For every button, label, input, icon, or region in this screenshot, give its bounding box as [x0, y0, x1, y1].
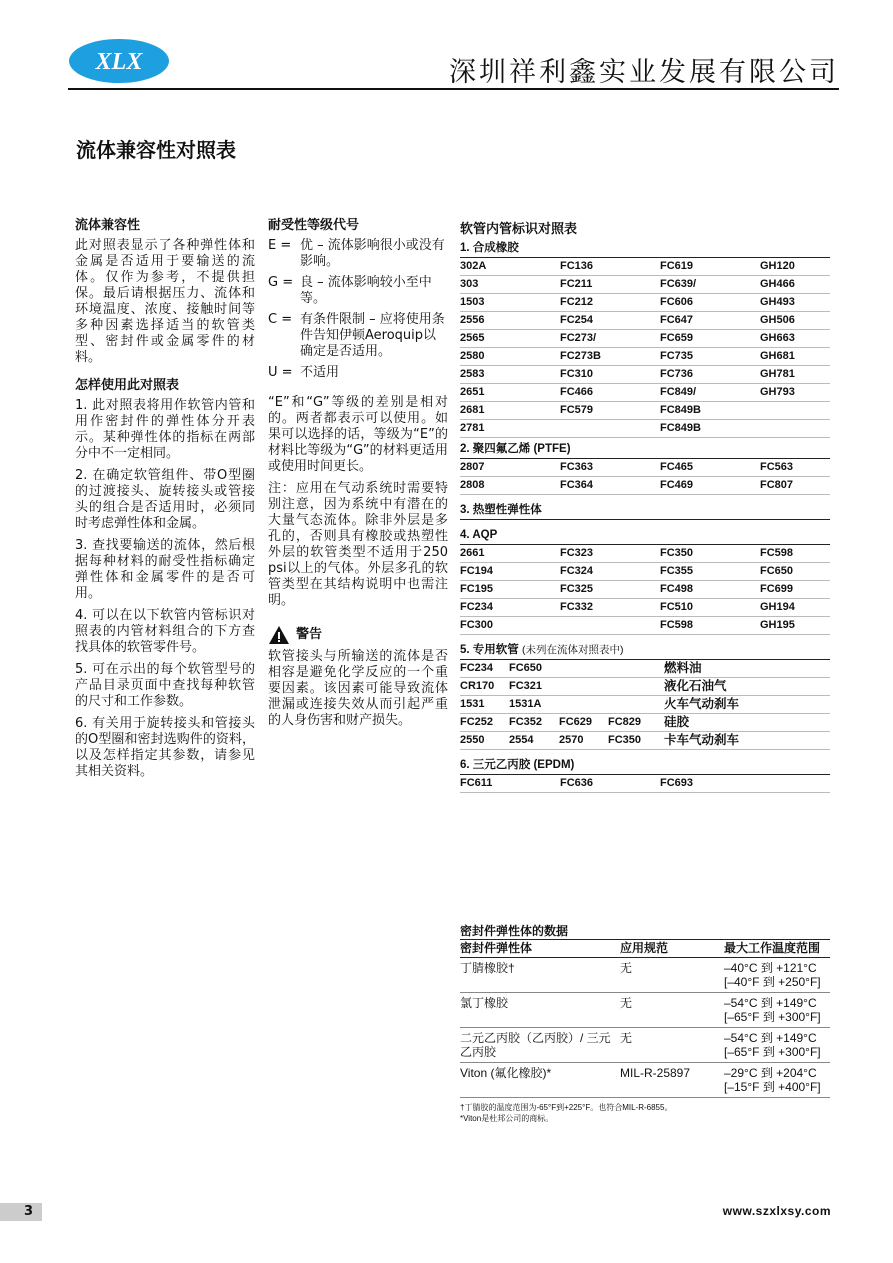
grade-desc: 良 – 流体影响较小至中等。 — [300, 275, 432, 306]
table-cell: GH194 — [760, 601, 795, 613]
company-name: 深圳祥利鑫实业发展有限公司 — [449, 57, 839, 88]
table-cell: FC195 — [460, 583, 494, 595]
temp-fahrenheit: [–15°F 到 +400°F] — [724, 1080, 821, 1094]
table-row — [460, 545, 830, 563]
grade-key: G = — [268, 275, 294, 290]
table-cell: FC324 — [560, 565, 594, 577]
table-cell: 2550 — [460, 734, 485, 746]
table-cell: FC849B — [660, 404, 701, 416]
table-cell: FC693 — [660, 777, 694, 789]
table-cell: CR170 — [460, 680, 495, 692]
spec: 无 — [620, 1031, 633, 1045]
temp-celsius: –54°C 到 +149°C — [724, 996, 817, 1010]
page-title: 流体兼容性对照表 — [76, 138, 236, 162]
temp-fahrenheit: [–65°F 到 +300°F] — [724, 1010, 821, 1024]
warning-text: 软管接头与所输送的流体是否相容是避免化学反应的一个重要因素。该因素可能导致流体泄漏或连接失效从而引起严重的人身伤害和财产损失。 — [268, 649, 448, 728]
table-cell: FC736 — [660, 368, 694, 380]
temp-range — [724, 961, 830, 989]
grade-key: C = — [268, 312, 293, 327]
elastomer-name: 二元乙丙胶（乙丙胶）/ 三元乙丙胶 — [460, 1031, 611, 1059]
table-section: 3. 热塑性弹性体 — [460, 501, 830, 520]
table-cell: 302A — [460, 260, 487, 272]
table-header — [460, 939, 830, 958]
table-cell: FC611 — [460, 777, 493, 789]
grade-key: U = — [268, 365, 293, 380]
temp-celsius: –54°C 到 +149°C — [724, 1031, 817, 1045]
page-number-box — [0, 1203, 42, 1221]
table-cell: FC321 — [509, 680, 543, 692]
table-cell: FC466 — [560, 386, 594, 398]
table-cell: FC194 — [460, 565, 494, 577]
temp-celsius: –40°C 到 +121°C — [724, 961, 817, 975]
table-title: 软管内管标识对照表 — [460, 221, 578, 236]
section-heading: 耐受性等级代号 — [268, 218, 360, 233]
table-cell: 2781 — [460, 422, 485, 434]
table-cell: FC234 — [460, 601, 494, 613]
table-row — [460, 617, 830, 635]
table-cell: 2807 — [460, 461, 485, 473]
page-number: 3 — [24, 1204, 34, 1219]
table-cell: FC364 — [560, 479, 594, 491]
elastomer-name: 氯丁橡胶 — [460, 996, 509, 1010]
table-cell: FC212 — [560, 296, 594, 308]
table-section: 2. 聚四氟乙烯 (PTFE) — [460, 440, 830, 459]
column-header: 最大工作温度范围 — [724, 941, 821, 955]
table-cell: FC136 — [560, 260, 594, 272]
column-grades — [268, 218, 448, 735]
table-row — [460, 581, 830, 599]
table-cell: FC563 — [760, 461, 794, 473]
table-cell: FC598 — [760, 547, 794, 559]
list-item: 2. 在确定软管组件、带O型圈的过渡接头、旋转接头或管接头的组合是否适用时，必须同时考虑弹性体和金属。 — [75, 468, 255, 531]
temp-celsius: –29°C 到 +204°C — [724, 1066, 817, 1080]
table-row — [460, 1063, 830, 1098]
pneumatic-note: 注：应用在气动系统时需要特别注意，因为系统中有潜在的大量气态流体。除非外层是多孔的，否则具有橡胶或热塑性外层的软管类型不适用于250 psi以上的气体。外层多孔的软管类型在其结构说明中也需注明。 — [268, 481, 448, 608]
warning-heading — [268, 625, 448, 645]
seal-elastomer-table — [460, 922, 830, 1124]
section-heading: 流体兼容性 — [75, 218, 141, 233]
section-label: 5. 专用软管 — [460, 644, 519, 656]
table-cell: 2808 — [460, 479, 485, 491]
table-cell: FC355 — [660, 565, 694, 577]
table-row — [460, 258, 830, 276]
table-cell: FC352 — [509, 716, 543, 728]
temp-fahrenheit: [–40°F 到 +250°F] — [724, 975, 821, 989]
table-cell: 2565 — [460, 332, 485, 344]
spec: 无 — [620, 961, 633, 975]
column-fluid-compat — [75, 218, 255, 786]
table-cell: 2583 — [460, 368, 485, 380]
table-cell — [608, 678, 660, 695]
grade-note: “E”和“G”等级的差别是相对的。两者都表示可以使用。如果可以选择的话，等级为“E”的材料比等级为“G”的材料更适用或使用时间更长。 — [268, 395, 448, 474]
table-row — [460, 714, 830, 732]
grade-desc: 优 – 流体影响很小或没有影响。 — [300, 238, 445, 269]
table-cell: 卡车气动刹车 — [664, 733, 740, 747]
temp-range — [724, 996, 830, 1024]
table-cell: FC579 — [560, 404, 594, 416]
website-url: www.szxlxsy.com — [722, 1204, 831, 1218]
table-cell: FC699 — [760, 583, 794, 595]
table-cell: FC323 — [560, 547, 594, 559]
spec: 无 — [620, 996, 633, 1010]
table-cell: GH120 — [760, 260, 795, 272]
table-cell: FC332 — [560, 601, 594, 613]
table-cell: 2570 — [559, 734, 584, 746]
column-header: 应用规范 — [620, 941, 669, 955]
table-cell: FC650 — [760, 565, 794, 577]
grade-row — [268, 365, 448, 381]
table-cell: FC254 — [560, 314, 594, 326]
table-row — [460, 958, 830, 993]
table-row — [460, 696, 830, 714]
table-cell: FC829 — [608, 716, 642, 728]
table-cell: 2661 — [460, 547, 485, 559]
table-cell: 火车气动刹车 — [664, 697, 740, 711]
footnote: *Viton是杜邦公司的商标。 — [460, 1114, 554, 1123]
table-cell: FC211 — [560, 278, 593, 290]
table-cell: FC273/ — [560, 332, 597, 344]
table-cell: FC598 — [660, 619, 694, 631]
logo-text: XLX — [95, 49, 143, 75]
table-cell: FC465 — [660, 461, 694, 473]
table-row — [460, 477, 830, 495]
table-cell: FC650 — [509, 662, 543, 674]
list-item: 6. 有关用于旋转接头和管接头的O型圈和密封选购件的资料，以及怎样指定其参数，请参见其相关资料。 — [75, 716, 255, 779]
table-row — [460, 660, 830, 678]
list-item: 5. 可在示出的每个软管型号的产品目录页面中查找每种软管的尺寸和工作参数。 — [75, 662, 255, 709]
grade-row — [268, 275, 448, 307]
table-cell: FC498 — [660, 583, 694, 595]
warning-title: 警告 — [296, 627, 323, 642]
temp-range — [724, 1066, 830, 1094]
table-cell — [608, 696, 660, 713]
table-row — [460, 599, 830, 617]
table-cell: FC647 — [660, 314, 694, 326]
table-cell: FC735 — [660, 350, 694, 362]
table-cell: 1503 — [460, 296, 485, 308]
elastomer-name: Viton (氟化橡胶)* — [460, 1066, 552, 1080]
temp-fahrenheit: [–65°F 到 +300°F] — [724, 1045, 821, 1059]
table-row — [460, 420, 830, 438]
company-logo — [68, 38, 170, 84]
table-cell: 2556 — [460, 314, 485, 326]
table-cell: GH466 — [760, 278, 795, 290]
grade-desc: 有条件限制 – 应将使用条件告知伊顿Aeroquip以确定是否适用。 — [300, 312, 445, 359]
table-title: 密封件弹性体的数据 — [460, 924, 569, 938]
table-cell: FC849B — [660, 422, 701, 434]
table-cell: FC636 — [560, 777, 594, 789]
table-row — [460, 775, 830, 793]
table-cell — [608, 660, 660, 677]
table-row — [460, 312, 830, 330]
table-row — [460, 348, 830, 366]
table-cell: FC807 — [760, 479, 794, 491]
table-cell: FC629 — [559, 716, 593, 728]
table-cell: FC273B — [560, 350, 601, 362]
table-cell: GH195 — [760, 619, 795, 631]
list-item: 4. 可以在以下软管内管标识对照表的内管材料组合的下方查找具体的软管零件号。 — [75, 608, 255, 655]
table-cell: 1531A — [509, 698, 542, 710]
table-row — [460, 993, 830, 1028]
grade-row — [268, 312, 448, 360]
list-item: 3. 查找要输送的流体，然后根据每种材料的耐受性指标确定弹性体和金属零件的是否可用。 — [75, 538, 255, 601]
table-cell: 2681 — [460, 404, 485, 416]
table-cell: GH506 — [760, 314, 795, 326]
table-cell: FC350 — [608, 734, 642, 746]
elastomer-name: 丁腈橡胶† — [460, 961, 515, 975]
table-cell: FC639/ — [660, 278, 697, 290]
table-row — [460, 1028, 830, 1063]
table-cell: GH493 — [760, 296, 795, 308]
table-row — [460, 459, 830, 477]
column-header: 密封件弹性体 — [460, 941, 533, 955]
grade-key: E = — [268, 238, 292, 253]
table-cell — [760, 775, 860, 792]
table-section: 4. AQP — [460, 526, 830, 545]
warning-icon — [268, 625, 290, 645]
footnotes — [460, 1102, 830, 1124]
table-cell: FC849/ — [660, 386, 697, 398]
list-item: 1. 此对照表将用作软管内管和用作密封件的弹性体分开表示。某种弹性体的指标在两部分中不一定相同。 — [75, 398, 255, 461]
table-cell — [760, 402, 860, 419]
table-section: 1. 合成橡胶 — [460, 239, 830, 258]
table-cell: FC350 — [660, 547, 694, 559]
table-cell: 1531 — [460, 698, 485, 710]
table-cell — [559, 660, 608, 677]
table-row — [460, 732, 830, 750]
table-row — [460, 563, 830, 581]
table-row — [460, 330, 830, 348]
table-cell: GH781 — [760, 368, 795, 380]
table-section — [460, 641, 830, 660]
table-cell: 燃料油 — [664, 661, 702, 675]
table-cell: FC310 — [560, 368, 594, 380]
table-cell: 液化石油气 — [664, 679, 727, 693]
table-cell — [559, 678, 608, 695]
table-cell — [760, 420, 860, 437]
section-heading: 怎样使用此对照表 — [75, 378, 180, 393]
table-cell: FC234 — [460, 662, 494, 674]
footnote: †丁腈胶的温度范围为-65°F到+225°F。也符合MIL-R-6855。 — [460, 1103, 673, 1112]
table-row — [460, 384, 830, 402]
table-row — [460, 276, 830, 294]
table-cell: FC606 — [660, 296, 694, 308]
table-cell: 2554 — [509, 734, 534, 746]
table-cell — [559, 696, 608, 713]
hose-id-table — [460, 218, 830, 793]
table-row — [460, 366, 830, 384]
table-cell: 2651 — [460, 386, 485, 398]
table-cell: 2580 — [460, 350, 485, 362]
intro-paragraph: 此对照表显示了各种弹性体和金属是否适用于要输送的流体。仅作为参考，不提供担保。最后请根据压力、流体和环境温度、浓度、接触时间等多种因素选择适当的软管类型、密封件或金属零件的材料。 — [75, 238, 255, 365]
table-cell: GH793 — [760, 386, 795, 398]
table-cell: GH663 — [760, 332, 795, 344]
table-cell: FC300 — [460, 619, 494, 631]
table-cell: FC659 — [660, 332, 694, 344]
table-row — [460, 402, 830, 420]
grade-row — [268, 238, 448, 270]
table-cell: FC619 — [660, 260, 694, 272]
spec: MIL-R-25897 — [620, 1066, 691, 1080]
table-cell: FC363 — [560, 461, 594, 473]
table-cell: 303 — [460, 278, 479, 290]
table-section: 6. 三元乙丙胶 (EPDM) — [460, 756, 830, 775]
header-divider — [68, 88, 839, 90]
table-cell — [560, 617, 660, 634]
table-row — [460, 294, 830, 312]
table-cell: FC325 — [560, 583, 594, 595]
temp-range — [724, 1031, 830, 1059]
table-cell: GH681 — [760, 350, 795, 362]
table-cell: 硅胶 — [664, 715, 690, 729]
table-cell: FC469 — [660, 479, 694, 491]
grade-desc: 不适用 — [300, 365, 340, 380]
table-row — [460, 678, 830, 696]
section-note: (未列在流体对照表中) — [522, 644, 624, 656]
table-cell — [560, 420, 660, 437]
table-cell: FC252 — [460, 716, 494, 728]
table-cell: FC510 — [660, 601, 694, 613]
